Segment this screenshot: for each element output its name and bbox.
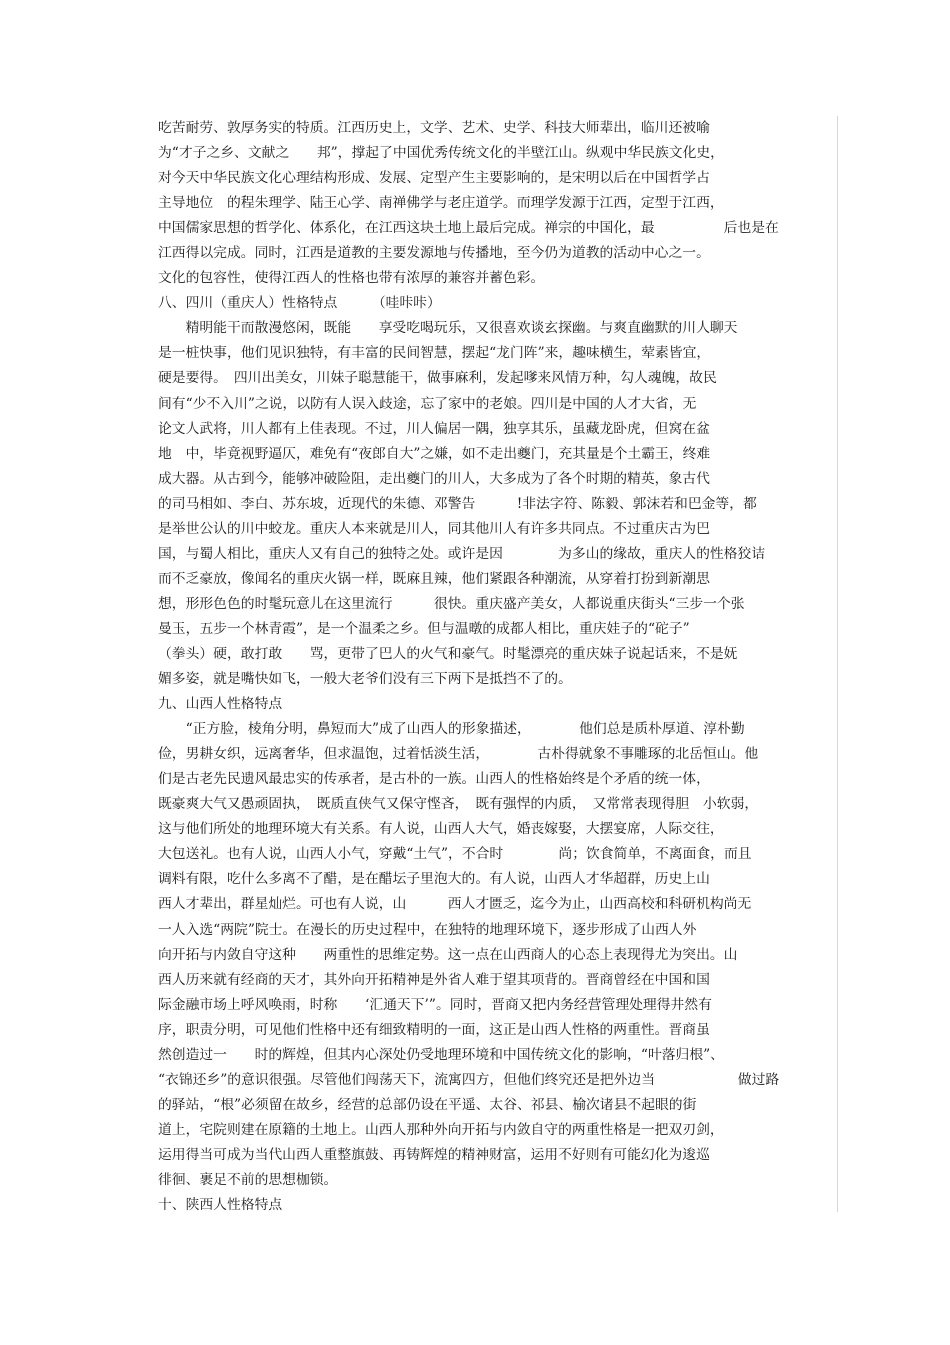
text-line: 西人历来就有经商的天才，其外向开拓精神是外省人难于望其项背的。晋商曾经在中国和国 — [158, 971, 710, 988]
text-line: 一人入选“两院”院士。在漫长的历史过程中，在独特的地理环境下，逐步形成了山西人外 — [158, 921, 697, 938]
text-line: 文化的包容性，使得江西人的性格也带有浓厚的兼容并蓄色彩。 — [158, 270, 545, 287]
text-line: 然创造过一 时的辉煌，但其内心深处仍受地理环境和中国传统文化的影响，“叶落归根”、 — [158, 1046, 724, 1063]
text-line: 中国儒家思想的哲学化、体系化，在江西这块土地上最后完成。禅宗的中国化，最 后也是在 — [158, 220, 779, 237]
text-line: 的司马相如、李白、苏东坡，近现代的朱德、邓警告 !非法字符、陈毅、郭沫若和巴金等，都 — [158, 495, 757, 512]
text-line: 这与他们所处的地理环境大有关系。有人说，山西人大气，婚丧嫁娶，大摆宴席，人际交往， — [158, 821, 724, 838]
text-line: 精明能干而散漫悠闲，既能 享受吃喝玩乐，又很喜欢谈玄探幽。与爽直幽默的川人聊天 — [158, 320, 738, 337]
text-line: 而不乏豪放，像闻名的重庆火锅一样，既麻且辣，他们紧跟各种潮流，从穿着打扮到新潮思 — [158, 570, 710, 587]
text-line: 道上，宅院则建在原籍的土地上。山西人那种外向开拓与内敛自守的两重性格是一把双刃剑， — [158, 1121, 724, 1138]
text-line: 序，职责分明，可见他们性格中还有细致精明的一面，这正是山西人性格的两重性。晋商虽 — [158, 1021, 710, 1038]
text-line: 吃苦耐劳、敦厚务实的特质。江西历史上，文学、艺术、史学、科技大师辈出，临川还被喻 — [158, 120, 710, 136]
text-line: “正方脸，棱角分明，鼻短而大”成了山西人的形象描述， 他们总是质朴厚道、淳朴勤 — [158, 721, 745, 738]
text-line: 是一桩快事，他们见识独特，有丰富的民间智慧，摆起“龙门阵”来，趣味横生，荤素皆宜， — [158, 345, 711, 362]
text-line: 江西得以完成。同时，江西是道教的主要发源地与传播地，至今仍为道教的活动中心之一。 — [158, 245, 710, 262]
text-line: 十、陕西人性格特点 — [158, 1197, 283, 1214]
text-line: 们是古老先民遗风最忠实的传承者，是古朴的一族。山西人的性格始终是个矛盾的统一体， — [158, 771, 710, 788]
text-line: 主导地位 的程朱理学、陆王心学、南禅佛学与老庄道学。而理学发源于江西，定型于江西， — [158, 195, 724, 212]
text-line: 俭，男耕女织，远离奢华，但求温饱，过着恬淡生活， 古朴得就象不事雕琢的北岳恒山。他 — [158, 746, 759, 763]
text-line: 九、山西人性格特点 — [158, 696, 283, 713]
page-margin-rule — [837, 116, 838, 1212]
text-line: 间有“少不入川”之说，以防有人误入歧途，忘了家中的老娘。四川是中国的人才大省，无 — [158, 395, 697, 412]
text-line: 曼玉，五步一个林青霞”，是一个温柔之乡。但与温暾的成都人相比，重庆娃子的“砣子” — [158, 620, 690, 637]
text-line: 的驿站，“根”必须留在故乡，经营的总部仍设在平遥、太谷、祁县、榆次诸县不起眼的街 — [158, 1096, 697, 1113]
text-line: 成大器。从古到今，能够冲破险阻，走出夔门的川人，大多成为了各个时期的精英，象古代 — [158, 470, 710, 487]
text-line: 向开拓与内敛自守这种 两重性的思维定势。这一点在山西商人的心态上表现得尤为突出。山 — [158, 946, 738, 963]
text-line: 八、四川（重庆人）性格特点 （哇咔咔） — [158, 295, 441, 312]
text-line: 运用得当可成为当代山西人重整旗鼓、再铸辉煌的精神财富，运用不好则有可能幻化为逡巡 — [158, 1146, 710, 1163]
text-line: 调料有限，吃什么多离不了醋，是在醋坛子里泡大的。有人说，山西人才华超群，历史上山 — [158, 871, 710, 888]
document-body — [158, 116, 834, 1218]
text-line: 徘徊、裹足不前的思想枷锁。 — [158, 1171, 338, 1188]
text-line: 对今天中华民族文化心理结构形成、发展、定型产生主要影响的，是宋明以后在中国哲学占 — [158, 170, 710, 187]
text-line: 既豪爽大气又愚顽固执， 既质直侠气又保守悭吝， 既有强悍的内质， 又常常表现得胆 小软弱， — [158, 796, 759, 813]
text-line: 论文人武将，川人都有上佳表现。不过，川人偏居一隅，独享其乐，虽藏龙卧虎，但窝在盆 — [158, 420, 710, 437]
text-line: 大包送礼。也有人说，山西人小气，穿戴“土气”，不合时 尚；饮食简单，不离面食，而且 — [158, 846, 752, 863]
text-line: 硬是要得。 四川出美女，川妹子聪慧能干，做事麻利，发起嗲来风情万种，勾人魂魄，故民 — [158, 370, 717, 387]
text-line: “衣锦还乡”的意识很强。尽管他们闯荡天下，流寓四方，但他们终究还是把外边当 做过路 — [158, 1071, 780, 1088]
text-line: 是举世公认的川中蛟龙。重庆人本来就是川人，同其他川人有许多共同点。不过重庆古为巴 — [158, 520, 710, 537]
text-line: 西人才辈出，群星灿烂。可也有人说，山 西人才匮乏，迄今为止，山西高校和科研机构尚无 — [158, 896, 752, 913]
text-line: 为“才子之乡、文献之 邦”，撑起了中国优秀传统文化的半壁江山。纵观中华民族文化史， — [158, 145, 724, 162]
text-line: 想，形形色色的时髦玩意儿在这里流行 很快。重庆盛产美女，人都说重庆街头“三步一个张 — [158, 595, 745, 612]
text-line: （拳头）硬，敢打敢 骂，更带了巴人的火气和豪气。时髦漂亮的重庆妹子说起话来，不是妩 — [158, 645, 738, 662]
text-line: 媚多姿，就是嘴快如飞，一般大老爷们没有三下两下是抵挡不了的。 — [158, 671, 572, 688]
text-line: 国，与蜀人相比，重庆人又有自己的独特之处。或许是因 为多山的缘故，重庆人的性格狡诘 — [158, 545, 766, 562]
text-line: 际金融市场上呼风唤雨，时称 ‘汇通天下’”。同时，晋商又把内务经营管理处理得井然有 — [158, 996, 712, 1013]
text-line: 地 中，毕竟视野逼仄，难免有“夜郎自大”之嫌，如不走出夔门，充其量是个土霸王，终难 — [158, 445, 711, 462]
